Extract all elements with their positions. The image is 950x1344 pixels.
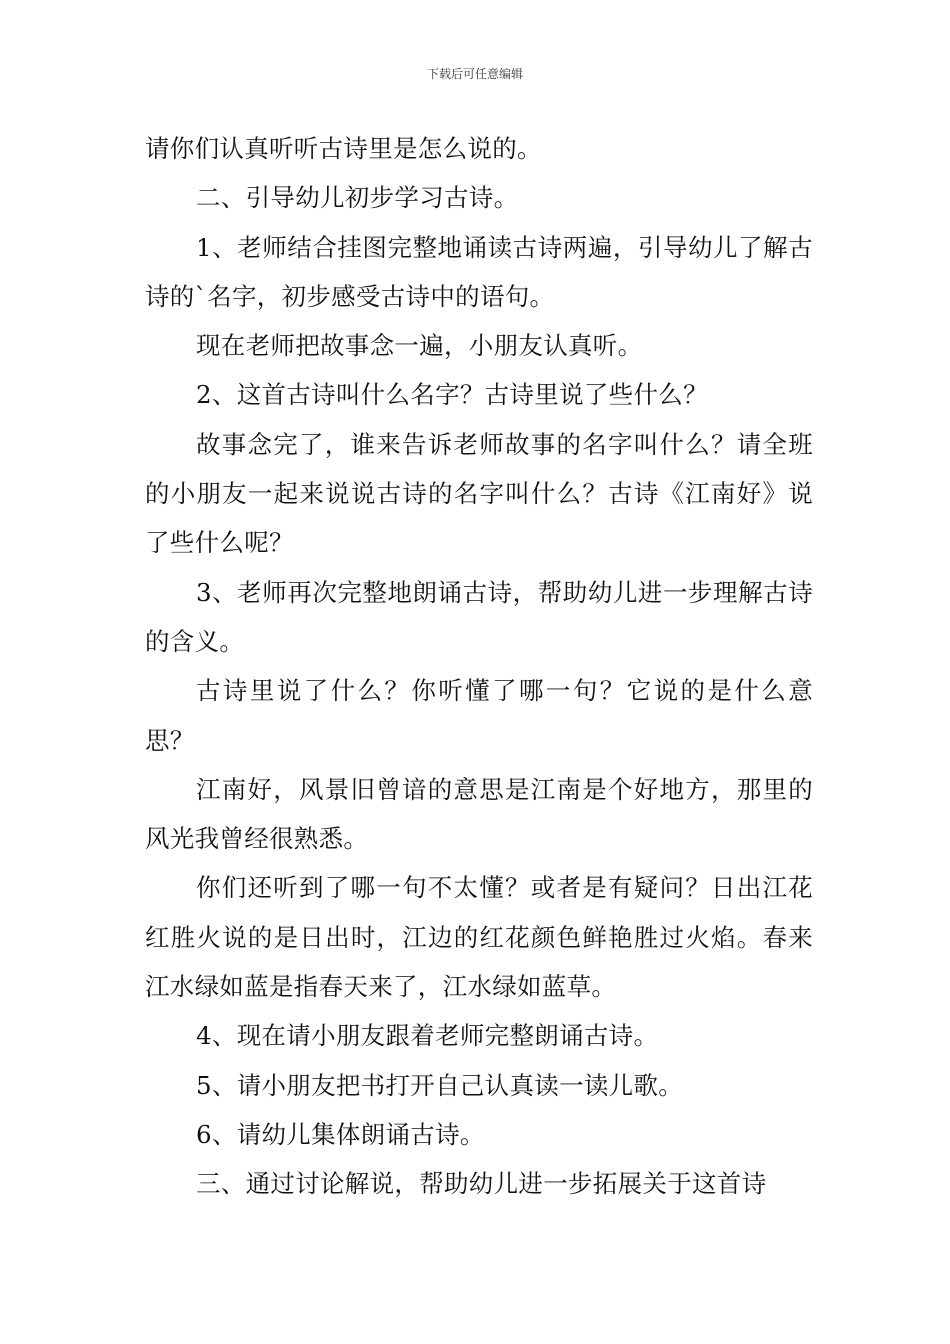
paragraph: 2、这首古诗叫什么名字？古诗里说了些什么？	[196, 380, 708, 410]
paragraph: 1、老师结合挂图完整地诵读古诗两遍，引导幼儿了解古诗的`名字，初步感受古诗中的语句。	[145, 232, 813, 311]
section-heading: 二、引导幼儿初步学习古诗。	[196, 183, 519, 213]
paragraph: 请你们认真听听古诗里是怎么说的。	[145, 134, 542, 163]
section-heading: 三、通过讨论解说，帮助幼儿进一步拓展关于这首诗	[196, 1169, 767, 1199]
paragraph: 故事念完了，谁来告诉老师故事的名字叫什么？请全班的小朋友一起来说说古诗的名字叫什么？古诗《江南好》说了些什么呢？	[145, 429, 813, 558]
document-body	[145, 124, 813, 1209]
paragraph: 现在老师把故事念一遍，小朋友认真听。	[196, 331, 643, 361]
paragraph: 你们还听到了哪一句不太懂？或者是有疑问？日出江花红胜火说的是日出时，江边的红花颜色鲜艳胜过火焰。春来江水绿如蓝是指春天来了，江水绿如蓝草。	[145, 873, 813, 1002]
paragraph: 4、现在请小朋友跟着老师完整朗诵古诗。	[196, 1021, 659, 1051]
page-header: 下载后可任意编辑	[426, 67, 523, 81]
paragraph: 3、老师再次完整地朗诵古诗，帮助幼儿进一步理解古诗的含义。	[145, 577, 813, 656]
paragraph: 古诗里说了什么？你听懂了哪一句？它说的是什么意思？	[145, 676, 813, 755]
paragraph: 江南好，风景旧曾谙的意思是江南是个好地方，那里的风光我曾经很熟悉。	[145, 774, 813, 854]
paragraph: 6、请幼儿集体朗诵古诗。	[196, 1119, 485, 1149]
paragraph: 5、请小朋友把书打开自己认真读一读儿歌。	[196, 1070, 684, 1100]
